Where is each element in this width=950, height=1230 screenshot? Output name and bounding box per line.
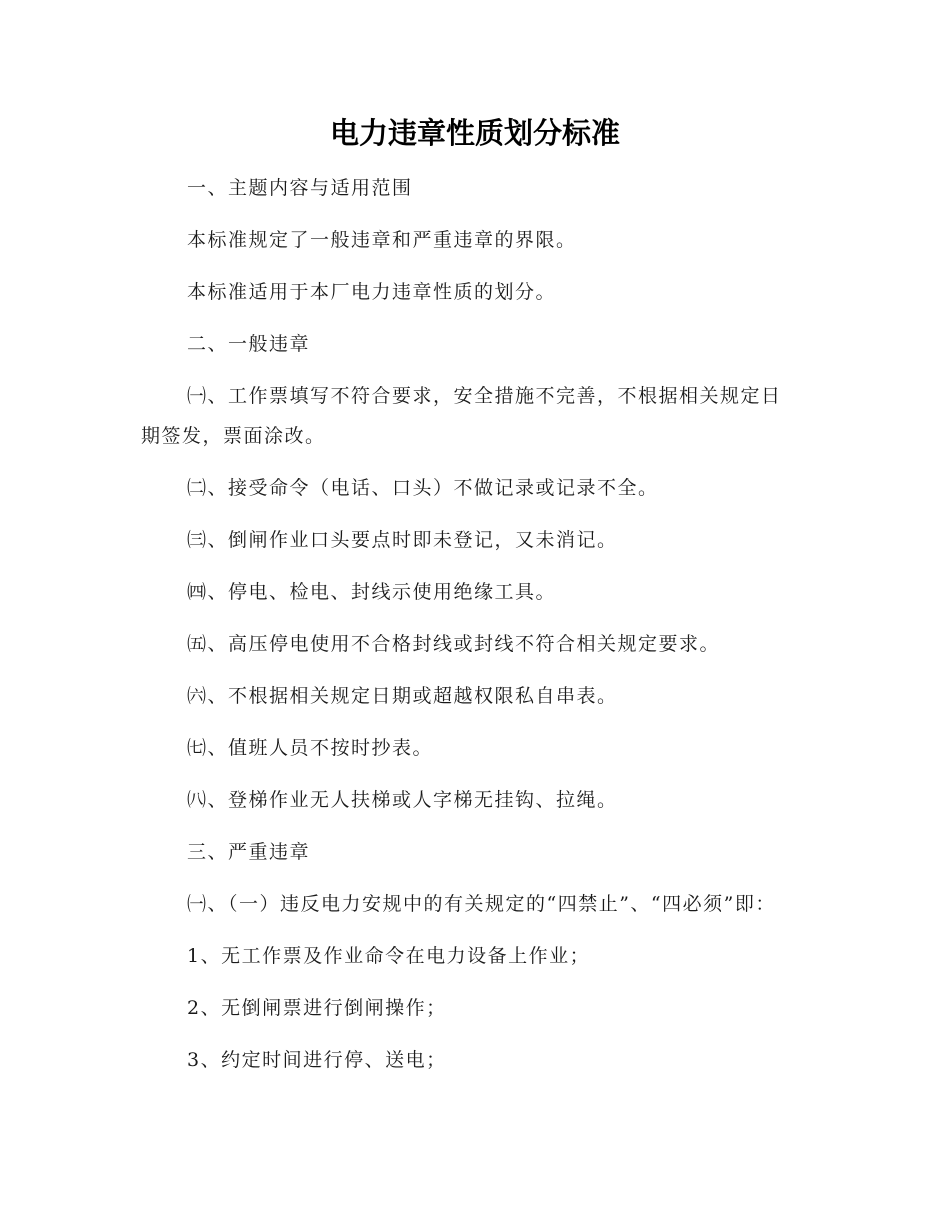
document-body: [141, 168, 799, 1092]
list-item-general-2: ㈡、接受命令（电话、口头）不做记录或记录不全。: [187, 477, 659, 499]
list-item-general-8: ㈧、登梯作业无人扶梯或人字梯无挂钩、拉绳。: [187, 789, 618, 811]
list-item-general-3: ㈢、倒闸作业口头要点时即未登记，又未消记。: [187, 529, 618, 551]
section-heading-general-violations: 二、一般违章: [187, 333, 311, 355]
list-item-general-5: ㈤、高压停电使用不合格封线或封线不符合相关规定要求。: [187, 633, 721, 655]
paragraph-scope-definition: 本标准规定了一般违章和严重违章的界限。: [187, 229, 577, 251]
document-title: 电力违章性质划分标准: [329, 116, 620, 150]
list-item-general-7: ㈦、值班人员不按时抄表。: [187, 737, 434, 759]
list-item-general-4: ㈣、停电、检电、封线示使用绝缘工具。: [187, 581, 557, 603]
section-heading-scope: 一、主题内容与适用范围: [187, 177, 413, 199]
list-item-serious-1-2: 2、无倒闸票进行倒闸操作；: [187, 997, 447, 1019]
list-item-serious-1-1: 1、无工作票及作业命令在电力设备上作业；: [187, 945, 591, 967]
list-item-serious-1: ㈠、（一）违反电力安规中的有关规定的“四禁止”、“四必须”即：: [187, 893, 776, 915]
paragraph-scope-application: 本标准适用于本厂电力违章性质的划分。: [187, 281, 557, 303]
section-heading-serious-violations: 三、严重违章: [187, 841, 311, 863]
list-item-general-1: ㈠、工作票填写不符合要求，安全措施不完善，不根据相关规定日期签发，票面涂改。: [141, 385, 782, 447]
list-item-general-6: ㈥、不根据相关规定日期或超越权限私自串表。: [187, 685, 618, 707]
list-item-serious-1-3: 3、约定时间进行停、送电；: [187, 1049, 447, 1071]
